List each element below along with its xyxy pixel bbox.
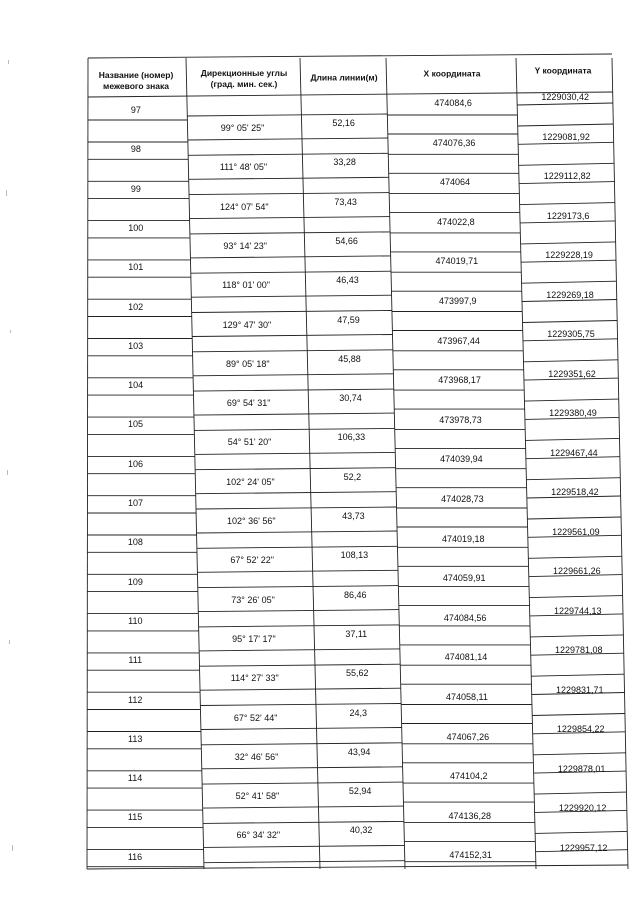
y-coordinate: 1229920,12 [558,803,607,813]
y-coordinate: 1229269,18 [546,289,594,300]
row-divider [522,281,617,283]
row-divider [532,714,625,716]
y-coordinate: 1229228,19 [545,250,593,260]
x-coordinate: 474081,14 [444,652,488,663]
directional-angle: 52° 41' 58" [235,791,280,802]
directional-angle: 129° 47' 30" [222,319,272,330]
row-divider [531,674,624,676]
line-length: 55,62 [345,668,369,679]
row-divider [519,163,614,165]
x-coordinate: 474019,71 [435,256,479,267]
point-name: 107 [127,498,143,508]
row-divider [193,374,393,376]
row-divider [527,517,621,519]
x-coordinate: 474104,2 [450,771,488,782]
header-angles: Дирекционные углы (град. мин. сек.) [200,68,288,89]
line-length: 24,3 [349,707,367,718]
row-divider [193,350,393,352]
directional-angle: 54° 51' 20" [227,437,272,448]
row-divider [204,861,405,863]
line-length: 106,33 [337,432,366,443]
point-name: 113 [127,733,143,744]
line-length: 30,74 [339,393,362,404]
line-length: 33,28 [333,157,356,168]
line-length: 37,11 [345,628,368,639]
row-divider [198,586,399,588]
y-coordinate: 1229518,42 [551,487,599,497]
x-coordinate: 474084,6 [434,98,472,108]
row-divider [191,271,391,273]
y-coordinate: 1229744,13 [554,605,602,616]
directional-angle: 95° 17' 17" [232,633,276,644]
row-divider [195,452,395,454]
column-line [612,58,628,869]
row-divider [523,360,617,362]
directional-angle: 69° 54' 31" [226,398,271,409]
x-coordinate: 474076,36 [432,137,476,148]
x-coordinate: 474059,91 [442,573,486,584]
x-coordinate: 474019,18 [441,533,485,544]
row-divider [204,845,405,847]
scan-speck [8,60,9,64]
directional-angle: 89° 05' 18" [226,358,270,369]
row-divider [518,124,614,126]
scan-speck [12,845,13,851]
directional-angle: 111° 48' 05" [219,162,268,173]
line-length: 46,43 [336,275,359,286]
header-length: Длина линии(м) [310,72,378,83]
row-divider [194,428,394,430]
point-name: 101 [128,262,144,273]
line-length: 45,88 [338,353,361,364]
row-divider [192,335,392,337]
header-x: X координата [423,68,481,79]
scan-speck [10,330,11,333]
scan-speck [6,190,7,196]
column-line [300,58,320,869]
y-coordinate: 1229081,92 [542,131,590,142]
line-length: 52,2 [343,471,362,482]
scan-speck [9,640,10,644]
y-coordinate: 1229561,09 [552,526,600,537]
row-divider [520,221,615,223]
row-divider [530,635,623,637]
row-divider [200,688,401,690]
y-coordinate: 1229661,26 [553,566,601,576]
line-length: 73,43 [334,196,357,207]
row-divider [535,831,627,833]
directional-angle: 67° 52' 22" [230,555,274,566]
x-coordinate: 473997,9 [438,296,477,306]
x-coordinate: 474136,28 [448,810,491,821]
column-line [386,58,405,869]
row-divider [523,321,618,323]
row-divider [522,300,617,302]
column-line [87,58,88,869]
point-name: 104 [128,380,144,391]
row-divider [203,806,404,808]
row-divider [201,743,402,745]
row-divider [533,753,626,755]
y-coordinate: 1229112,82 [543,171,591,181]
x-coordinate: 474058,11 [446,692,488,702]
line-length: 40,32 [349,825,373,836]
directional-angle: 124° 07' 54" [220,201,269,212]
point-name: 99 [130,183,141,194]
x-coordinate: 473968,17 [438,375,481,386]
row-divider [519,182,614,184]
x-coordinate: 474039,94 [440,454,483,465]
x-coordinate: 474067,26 [446,731,490,742]
point-name: 115 [127,812,143,823]
row-divider [521,242,616,244]
row-divider [193,389,393,391]
row-divider [521,260,616,262]
y-coordinate: 1229831,71 [555,684,604,695]
y-coordinate: 1229957,12 [559,842,608,853]
row-divider [197,570,398,572]
line-length: 47,59 [337,314,360,325]
row-divider [534,792,626,794]
y-coordinate: 1229467,44 [550,447,598,458]
column-line [516,58,536,869]
row-divider [191,295,391,297]
directional-angle: 102° 36' 56" [226,516,276,526]
directional-angle: 102° 24' 05" [226,476,275,487]
point-name: 102 [128,301,144,312]
point-name: 108 [127,537,143,548]
row-divider [203,821,404,823]
x-coordinate: 474064 [439,177,471,188]
point-name: 98 [130,144,141,155]
line-length: 43,73 [342,511,365,521]
row-divider [189,177,389,179]
row-divider [199,664,400,666]
row-divider [523,339,618,341]
row-divider [195,468,395,470]
row-divider [517,103,613,105]
row-divider [196,507,397,509]
x-coordinate: 473967,44 [437,335,480,346]
directional-angle: 32° 46' 56" [234,751,279,762]
row-divider [194,413,394,415]
point-name: 116 [127,851,143,862]
y-coordinate: 1229878,01 [557,763,606,774]
row-divider [202,782,403,784]
x-coordinate: 474084,56 [443,612,487,623]
x-coordinate: 474152,31 [449,850,492,861]
y-coordinate: 1229781,08 [554,645,603,655]
point-name: 114 [127,773,143,784]
point-name: 106 [127,458,144,469]
x-coordinate: 473978,73 [439,414,482,425]
point-name: 109 [127,576,143,587]
header-y: Y координата [534,65,592,76]
row-divider [529,596,622,598]
row-divider [187,114,387,116]
point-name: 112 [128,694,143,705]
row-divider [518,142,614,144]
line-length: 54,66 [335,235,358,246]
row-divider [201,728,402,730]
directional-angle: 99° 05' 25" [220,123,265,133]
line-length: 52,94 [348,786,372,797]
line-length: 52,16 [332,118,355,128]
y-coordinate: 1229305,75 [547,329,595,339]
point-name: 110 [128,615,143,626]
row-divider [192,311,392,313]
row-divider [188,153,388,155]
point-name: 111 [128,655,143,666]
directional-angle: 114° 27' 33" [230,673,279,684]
header-divider [88,92,613,97]
x-coordinate: 474028,73 [441,494,484,504]
row-divider [196,492,396,494]
y-coordinate: 1229173,6 [546,210,590,221]
row-divider [525,438,619,440]
y-coordinate: 1229380,49 [549,408,597,418]
point-name: 103 [128,340,144,351]
directional-angle: 73° 26' 05" [231,594,275,605]
row-divider [202,767,403,769]
row-divider [524,399,618,401]
point-name: 100 [128,222,144,233]
directional-angle: 66° 34' 32" [236,830,281,841]
row-divider [520,203,615,205]
scan-speck [7,470,8,475]
y-coordinate: 1229351,62 [548,368,596,379]
line-length: 43,94 [347,746,371,757]
directional-angle: 67° 52' 44" [233,712,278,723]
row-divider [199,625,400,627]
row-divider [197,546,398,548]
row-divider [190,217,390,219]
line-length: 108,13 [340,550,369,561]
y-coordinate: 1229030,42 [541,92,589,102]
y-coordinate: 1229854,22 [556,724,605,734]
point-name: 97 [130,105,141,115]
row-divider [188,138,388,140]
table-top-border [88,54,612,58]
row-divider [190,232,390,234]
row-divider [200,704,401,706]
row-divider [189,193,389,195]
line-length: 86,46 [344,589,367,600]
directional-angle: 118° 01' 00" [222,280,270,291]
row-divider [199,649,400,651]
x-coordinate: 474022,8 [437,216,475,227]
row-divider [198,610,399,612]
row-divider [197,531,398,533]
header-name: Название (номер) межевого знака [98,70,174,91]
row-divider [526,478,620,480]
row-divider [190,256,390,258]
point-name: 105 [128,419,144,430]
row-divider [528,556,621,558]
directional-angle: 93° 14' 23" [223,240,267,251]
